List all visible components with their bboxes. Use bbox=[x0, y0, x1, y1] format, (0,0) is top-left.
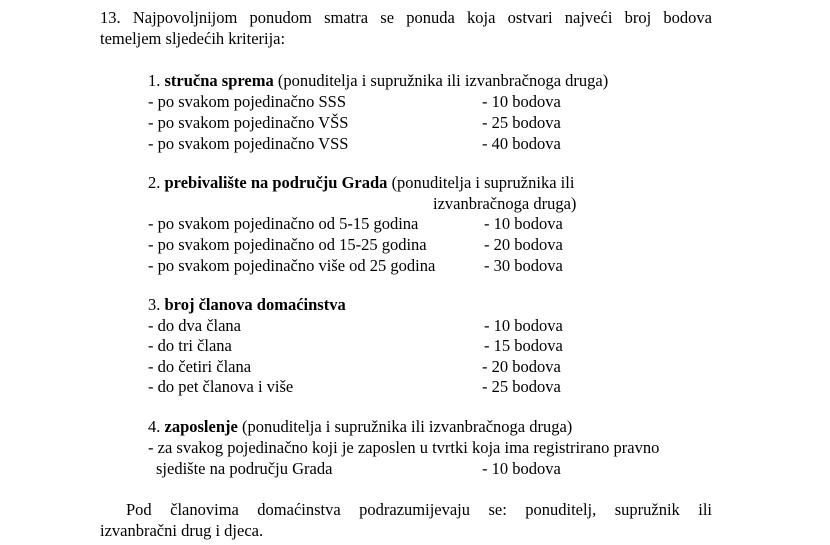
section-3-item-3-label: - do četiri člana bbox=[148, 357, 252, 376]
section-4-title-note: (ponuditelja i supružnika ili izvanbračnoga druga) bbox=[237, 417, 573, 436]
section-1-title: stručna sprema bbox=[164, 71, 274, 90]
intro-line-2: temeljem sljedećih kriterija: bbox=[100, 29, 286, 48]
section-3-item-1-label: - do dva člana bbox=[148, 316, 241, 335]
section-4-title: zaposlenje bbox=[164, 417, 238, 436]
closing-line-2: izvanbračni drug i djeca. bbox=[100, 521, 264, 540]
section-2-item-3-points: - 30 bodova bbox=[484, 256, 563, 275]
section-1-item-3-label: - po svakom pojedinačno VSS bbox=[148, 134, 349, 153]
section-1-heading bbox=[148, 70, 608, 91]
section-3-item-4-label: - do pet članova i više bbox=[148, 377, 294, 396]
section-1-item-1-points: - 10 bodova bbox=[482, 92, 561, 111]
section-2-title: prebivalište na području Grada bbox=[164, 173, 388, 192]
section-3-heading bbox=[148, 294, 346, 315]
section-1-number: 1. bbox=[148, 71, 161, 90]
section-3-item-2-points: - 15 bodova bbox=[484, 336, 563, 355]
section-4-item-1-label: - za svakog pojedinačno koji je zaposlen u tvrtki koja ima registrirano pravno bbox=[148, 438, 660, 457]
section-3-item-3-points: - 20 bodova bbox=[482, 357, 561, 376]
section-3-title: broj članova domaćinstva bbox=[164, 295, 346, 314]
section-3-item-2-label: - do tri člana bbox=[148, 336, 232, 355]
section-3-item-4-points: - 25 bodova bbox=[482, 377, 561, 396]
section-1-item-1-label: - po svakom pojedinačno SSS bbox=[148, 92, 346, 111]
section-4-number: 4. bbox=[148, 417, 161, 436]
section-4-heading bbox=[148, 416, 572, 437]
section-2-heading bbox=[148, 172, 574, 193]
closing-line-1: Pod članovima domaćinstva podrazumijevaju se: ponuditelj, supružnik ili bbox=[126, 500, 712, 519]
section-3-item-1-points: - 10 bodova bbox=[484, 316, 563, 335]
section-2-item-3-label: - po svakom pojedinačno više od 25 godina bbox=[148, 256, 436, 275]
section-1-item-3-points: - 40 bodova bbox=[482, 134, 561, 153]
intro-line-1: 13. Najpovoljnijom ponudom smatra se ponuda koja ostvari najveći broj bodova bbox=[100, 8, 712, 27]
section-1-title-note: (ponuditelja i supružnika ili izvanbračnoga druga) bbox=[273, 71, 609, 90]
section-2-title-continuation: izvanbračnoga druga) bbox=[433, 194, 577, 213]
section-2-number: 2. bbox=[148, 173, 161, 192]
section-2-item-2-label: - po svakom pojedinačno od 15-25 godina bbox=[148, 235, 427, 254]
section-2-title-note: (ponuditelja i supružnika ili bbox=[387, 173, 575, 192]
section-4-item-2-points: - 10 bodova bbox=[482, 459, 561, 478]
section-2-item-2-points: - 20 bodova bbox=[484, 235, 563, 254]
section-3-number: 3. bbox=[148, 295, 161, 314]
section-2-item-1-points: - 10 bodova bbox=[484, 214, 563, 233]
section-2-item-1-label: - po svakom pojedinačno od 5-15 godina bbox=[148, 214, 419, 233]
section-1-item-2-label: - po svakom pojedinačno VŠS bbox=[148, 113, 349, 132]
section-4-item-2-label: sjedište na području Grada bbox=[156, 459, 333, 478]
section-1-item-2-points: - 25 bodova bbox=[482, 113, 561, 132]
